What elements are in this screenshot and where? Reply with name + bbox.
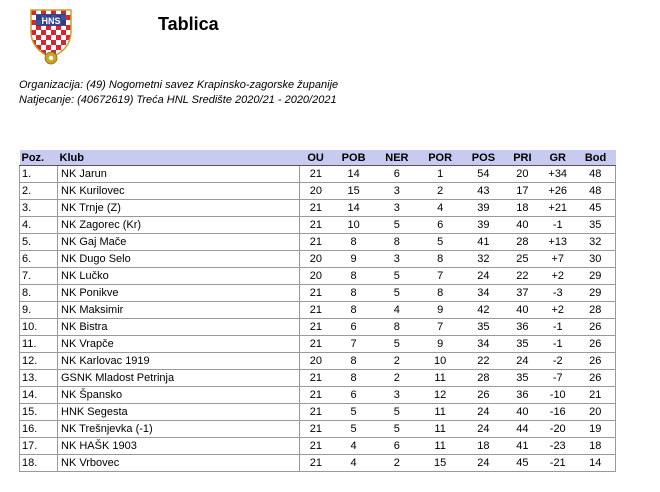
goal-difference-cell: +2: [540, 268, 576, 285]
draws-cell: 5: [375, 217, 418, 234]
draws-cell: 3: [375, 200, 418, 217]
points-cell: 26: [576, 353, 616, 370]
goal-difference-cell: +26: [540, 183, 576, 200]
losses-cell: 2: [418, 183, 462, 200]
goal-difference-cell: -21: [540, 455, 576, 472]
goals-for-cell: 39: [462, 217, 505, 234]
position-cell: 3.: [20, 200, 58, 217]
wins-cell: 15: [332, 183, 376, 200]
organization-line: Organizacija: (49) Nogometni savez Krapinsko-zagorske županije: [19, 79, 339, 91]
goal-difference-cell: -1: [540, 319, 576, 336]
goals-against-cell: 41: [505, 438, 540, 455]
points-cell: 26: [576, 319, 616, 336]
position-cell: 9.: [20, 302, 58, 319]
played-cell: 21: [300, 336, 332, 353]
col-header-wins: POB: [332, 150, 376, 166]
table-row: [20, 319, 616, 336]
position-cell: 13.: [20, 370, 58, 387]
goals-for-cell: 32: [462, 251, 505, 268]
goals-for-cell: 28: [462, 370, 505, 387]
played-cell: 21: [300, 387, 332, 404]
wins-cell: 8: [332, 353, 376, 370]
played-cell: 21: [300, 438, 332, 455]
losses-cell: 9: [418, 302, 462, 319]
goals-for-cell: 35: [462, 319, 505, 336]
table-row: [20, 183, 616, 200]
position-cell: 5.: [20, 234, 58, 251]
goals-for-cell: 24: [462, 421, 505, 438]
played-cell: 21: [300, 234, 332, 251]
draws-cell: 6: [375, 438, 418, 455]
draws-cell: 2: [375, 455, 418, 472]
wins-cell: 8: [332, 370, 376, 387]
position-cell: 7.: [20, 268, 58, 285]
wins-cell: 8: [332, 302, 376, 319]
club-cell: HNK Segesta: [58, 404, 300, 421]
points-cell: 29: [576, 285, 616, 302]
position-cell: 10.: [20, 319, 58, 336]
club-cell: NK Jarun: [58, 166, 300, 183]
table-row: [20, 370, 616, 387]
draws-cell: 5: [375, 404, 418, 421]
position-cell: 18.: [20, 455, 58, 472]
club-cell: NK Vrapče: [58, 336, 300, 353]
club-cell: NK Trešnjevka (-1): [58, 421, 300, 438]
goals-for-cell: 34: [462, 336, 505, 353]
points-cell: 26: [576, 370, 616, 387]
club-cell: NK Lučko: [58, 268, 300, 285]
col-header-points: Bod: [576, 150, 616, 166]
losses-cell: 12: [418, 387, 462, 404]
losses-cell: 11: [418, 404, 462, 421]
points-cell: 26: [576, 336, 616, 353]
goals-for-cell: 22: [462, 353, 505, 370]
losses-cell: 15: [418, 455, 462, 472]
wins-cell: 10: [332, 217, 376, 234]
position-cell: 12.: [20, 353, 58, 370]
club-cell: NK Dugo Selo: [58, 251, 300, 268]
club-cell: GSNK Mladost Petrinja: [58, 370, 300, 387]
club-cell: NK Trnje (Z): [58, 200, 300, 217]
goal-difference-cell: -1: [540, 336, 576, 353]
goal-difference-cell: -16: [540, 404, 576, 421]
losses-cell: 7: [418, 319, 462, 336]
goal-difference-cell: +13: [540, 234, 576, 251]
table-row: [20, 234, 616, 251]
table-row: [20, 166, 616, 183]
position-cell: 11.: [20, 336, 58, 353]
page-title: Tablica: [158, 14, 219, 34]
draws-cell: 5: [375, 336, 418, 353]
played-cell: 21: [300, 200, 332, 217]
position-cell: 6.: [20, 251, 58, 268]
draws-cell: 3: [375, 183, 418, 200]
goals-for-cell: 18: [462, 438, 505, 455]
played-cell: 21: [300, 217, 332, 234]
losses-cell: 6: [418, 217, 462, 234]
points-cell: 48: [576, 166, 616, 183]
goals-against-cell: 37: [505, 285, 540, 302]
table-row: [20, 200, 616, 217]
goal-difference-cell: -1: [540, 217, 576, 234]
goals-for-cell: 24: [462, 268, 505, 285]
losses-cell: 1: [418, 166, 462, 183]
col-header-club: Klub: [58, 150, 300, 166]
goal-difference-cell: -10: [540, 387, 576, 404]
standings-table: [19, 150, 616, 472]
goals-for-cell: 34: [462, 285, 505, 302]
table-row: [20, 251, 616, 268]
club-cell: NK Vrbovec: [58, 455, 300, 472]
goals-against-cell: 40: [505, 404, 540, 421]
draws-cell: 3: [375, 387, 418, 404]
points-cell: 28: [576, 302, 616, 319]
club-cell: NK Bistra: [58, 319, 300, 336]
goals-against-cell: 40: [505, 217, 540, 234]
col-header-goals-for: POS: [462, 150, 505, 166]
played-cell: 21: [300, 302, 332, 319]
table-row: [20, 302, 616, 319]
played-cell: 20: [300, 268, 332, 285]
hns-logo: [22, 2, 80, 66]
goal-difference-cell: +34: [540, 166, 576, 183]
points-cell: 30: [576, 251, 616, 268]
club-cell: NK Karlovac 1919: [58, 353, 300, 370]
played-cell: 20: [300, 183, 332, 200]
goals-against-cell: 36: [505, 319, 540, 336]
wins-cell: 4: [332, 438, 376, 455]
goals-against-cell: 45: [505, 455, 540, 472]
goal-difference-cell: +21: [540, 200, 576, 217]
goals-against-cell: 17: [505, 183, 540, 200]
points-cell: 32: [576, 234, 616, 251]
wins-cell: 9: [332, 251, 376, 268]
wins-cell: 7: [332, 336, 376, 353]
losses-cell: 9: [418, 336, 462, 353]
wins-cell: 5: [332, 421, 376, 438]
table-row: [20, 217, 616, 234]
goals-against-cell: 35: [505, 336, 540, 353]
played-cell: 21: [300, 319, 332, 336]
table-header-row: [20, 150, 616, 166]
losses-cell: 4: [418, 200, 462, 217]
points-cell: 21: [576, 387, 616, 404]
played-cell: 21: [300, 421, 332, 438]
goals-against-cell: 24: [505, 353, 540, 370]
goals-against-cell: 40: [505, 302, 540, 319]
club-cell: NK Gaj Mače: [58, 234, 300, 251]
club-cell: NK HAŠK 1903: [58, 438, 300, 455]
draws-cell: 5: [375, 268, 418, 285]
position-cell: 2.: [20, 183, 58, 200]
losses-cell: 8: [418, 285, 462, 302]
played-cell: 21: [300, 404, 332, 421]
draws-cell: 8: [375, 319, 418, 336]
draws-cell: 5: [375, 285, 418, 302]
position-cell: 16.: [20, 421, 58, 438]
table-row: [20, 268, 616, 285]
wins-cell: 6: [332, 387, 376, 404]
draws-cell: 3: [375, 251, 418, 268]
wins-cell: 8: [332, 234, 376, 251]
goals-against-cell: 20: [505, 166, 540, 183]
logo-text: HNS: [41, 16, 61, 26]
goal-difference-cell: -3: [540, 285, 576, 302]
position-cell: 4.: [20, 217, 58, 234]
points-cell: 18: [576, 438, 616, 455]
wins-cell: 8: [332, 285, 376, 302]
club-cell: NK Ponikve: [58, 285, 300, 302]
wins-cell: 6: [332, 319, 376, 336]
position-cell: 1.: [20, 166, 58, 183]
goals-against-cell: 36: [505, 387, 540, 404]
col-header-goal-difference: GR: [540, 150, 576, 166]
played-cell: 20: [300, 251, 332, 268]
points-cell: 29: [576, 268, 616, 285]
meta-info: [19, 78, 338, 108]
losses-cell: 11: [418, 370, 462, 387]
losses-cell: 11: [418, 421, 462, 438]
col-header-position: Poz.: [20, 150, 58, 166]
points-cell: 20: [576, 404, 616, 421]
points-cell: 35: [576, 217, 616, 234]
points-cell: 45: [576, 200, 616, 217]
wins-cell: 14: [332, 166, 376, 183]
wins-cell: 8: [332, 268, 376, 285]
losses-cell: 7: [418, 268, 462, 285]
goals-for-cell: 24: [462, 404, 505, 421]
points-cell: 19: [576, 421, 616, 438]
club-cell: NK Zagorec (Kr): [58, 217, 300, 234]
table-row: [20, 285, 616, 302]
wins-cell: 5: [332, 404, 376, 421]
draws-cell: 2: [375, 353, 418, 370]
goals-against-cell: 44: [505, 421, 540, 438]
played-cell: 21: [300, 370, 332, 387]
losses-cell: 10: [418, 353, 462, 370]
losses-cell: 8: [418, 251, 462, 268]
played-cell: 21: [300, 166, 332, 183]
draws-cell: 4: [375, 302, 418, 319]
position-cell: 14.: [20, 387, 58, 404]
competition-line: Natjecanje: (40672619) Treća HNL Središte 2020/21 - 2020/2021: [19, 94, 337, 106]
points-cell: 14: [576, 455, 616, 472]
goals-for-cell: 54: [462, 166, 505, 183]
goals-for-cell: 39: [462, 200, 505, 217]
losses-cell: 11: [418, 438, 462, 455]
goals-against-cell: 28: [505, 234, 540, 251]
goals-for-cell: 24: [462, 455, 505, 472]
goal-difference-cell: -23: [540, 438, 576, 455]
points-cell: 48: [576, 183, 616, 200]
goals-for-cell: 43: [462, 183, 505, 200]
losses-cell: 5: [418, 234, 462, 251]
goals-against-cell: 35: [505, 370, 540, 387]
col-header-draws: NER: [375, 150, 418, 166]
table-row: [20, 455, 616, 472]
col-header-played: OU: [300, 150, 332, 166]
goal-difference-cell: -2: [540, 353, 576, 370]
position-cell: 17.: [20, 438, 58, 455]
table-row: [20, 404, 616, 421]
table-row: [20, 336, 616, 353]
wins-cell: 14: [332, 200, 376, 217]
col-header-losses: POR: [418, 150, 462, 166]
table-row: [20, 421, 616, 438]
table-body: [20, 166, 616, 472]
played-cell: 20: [300, 353, 332, 370]
club-cell: NK Maksimir: [58, 302, 300, 319]
played-cell: 21: [300, 285, 332, 302]
wins-cell: 4: [332, 455, 376, 472]
table-row: [20, 438, 616, 455]
draws-cell: 2: [375, 370, 418, 387]
draws-cell: 8: [375, 234, 418, 251]
col-header-goals-against: PRI: [505, 150, 540, 166]
position-cell: 15.: [20, 404, 58, 421]
hns-crest-icon: [22, 2, 80, 66]
club-cell: NK Špansko: [58, 387, 300, 404]
goal-difference-cell: +2: [540, 302, 576, 319]
goals-against-cell: 18: [505, 200, 540, 217]
played-cell: 21: [300, 455, 332, 472]
table-row: [20, 387, 616, 404]
table-row: [20, 353, 616, 370]
position-cell: 8.: [20, 285, 58, 302]
club-cell: NK Kurilovec: [58, 183, 300, 200]
goals-against-cell: 22: [505, 268, 540, 285]
goals-for-cell: 26: [462, 387, 505, 404]
goals-for-cell: 41: [462, 234, 505, 251]
goal-difference-cell: +7: [540, 251, 576, 268]
goal-difference-cell: -7: [540, 370, 576, 387]
goals-for-cell: 42: [462, 302, 505, 319]
goal-difference-cell: -20: [540, 421, 576, 438]
goals-against-cell: 25: [505, 251, 540, 268]
draws-cell: 5: [375, 421, 418, 438]
draws-cell: 6: [375, 166, 418, 183]
